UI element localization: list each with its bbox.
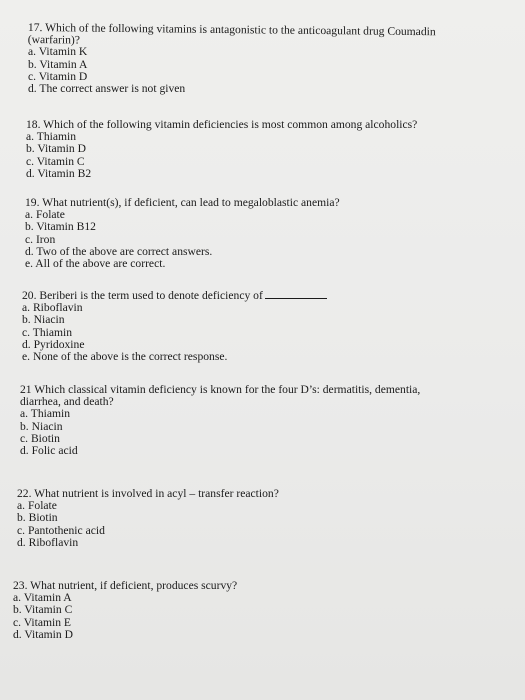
option-e: e. None of the above is the correct response. <box>22 350 228 364</box>
question-stem: 22. What nutrient is involved in acyl – transfer reaction? <box>17 487 279 500</box>
question-21 <box>20 384 520 457</box>
question-20 <box>22 290 522 363</box>
question-stem: 19. What nutrient(s), if deficient, can lead to megaloblastic anemia? <box>25 196 340 209</box>
option-a: a. Riboflavin <box>22 301 83 315</box>
option-c: c. Iron <box>25 232 56 246</box>
question-19 <box>25 197 525 270</box>
option-c: c. Biotin <box>20 431 60 445</box>
option-d: d. Pyridoxine <box>22 337 85 351</box>
option-a: a. Folate <box>17 499 57 513</box>
question-17 <box>28 22 525 95</box>
option-c: c. Vitamin D <box>28 69 88 83</box>
option-d: d. Riboflavin <box>17 535 79 549</box>
option-e: e. All of the above are correct. <box>25 257 166 271</box>
question-22 <box>17 488 517 549</box>
question-stem <box>22 290 522 302</box>
option-d: d. Two of the above are correct answers. <box>25 244 213 258</box>
option-b: b. Vitamin A <box>28 57 88 71</box>
option-b: b. Biotin <box>17 511 58 525</box>
option-c: c. Pantothenic acid <box>17 523 105 537</box>
option-d: d. The correct answer is not given <box>28 82 186 96</box>
option-a: a. Vitamin K <box>28 45 88 59</box>
option-b: b. Vitamin C <box>13 603 73 617</box>
option-a: a. Vitamin A <box>13 591 72 605</box>
question-18 <box>26 119 525 180</box>
option-a: a. Thiamin <box>20 407 71 421</box>
option-a: a. Thiamin <box>26 130 77 144</box>
option-c: c. Vitamin E <box>13 615 72 629</box>
option-c: c. Thiamin <box>22 325 73 339</box>
question-stem: 21 Which classical vitamin deficiency is known for the four D’s: dermatitis, dementia, diarrhea, and death? <box>20 383 421 409</box>
option-a: a. Folate <box>25 208 65 222</box>
option-b: b. Vitamin D <box>26 142 86 156</box>
question-stem-text: 20. Beriberi is the term used to denote deficiency of <box>22 289 263 302</box>
option-d: d. Vitamin D <box>13 627 73 641</box>
option-d: d. Vitamin B2 <box>26 166 92 180</box>
question-stem: 17. Which of the following vitamins is antagonistic to the anticoagulant drug Coumadin (warfarin)? <box>27 21 436 47</box>
option-b: b. Niacin <box>20 419 63 433</box>
answer-blank <box>265 298 327 299</box>
question-stem: 18. Which of the following vitamin deficiencies is most common among alcoholics? <box>26 118 418 131</box>
option-b: b. Vitamin B12 <box>25 220 96 234</box>
question-23 <box>13 580 513 641</box>
question-stem: 23. What nutrient, if deficient, produces scurvy? <box>13 579 238 592</box>
option-c: c. Vitamin C <box>26 154 85 168</box>
option-b: b. Niacin <box>22 313 65 327</box>
option-d: d. Folic acid <box>20 444 78 458</box>
